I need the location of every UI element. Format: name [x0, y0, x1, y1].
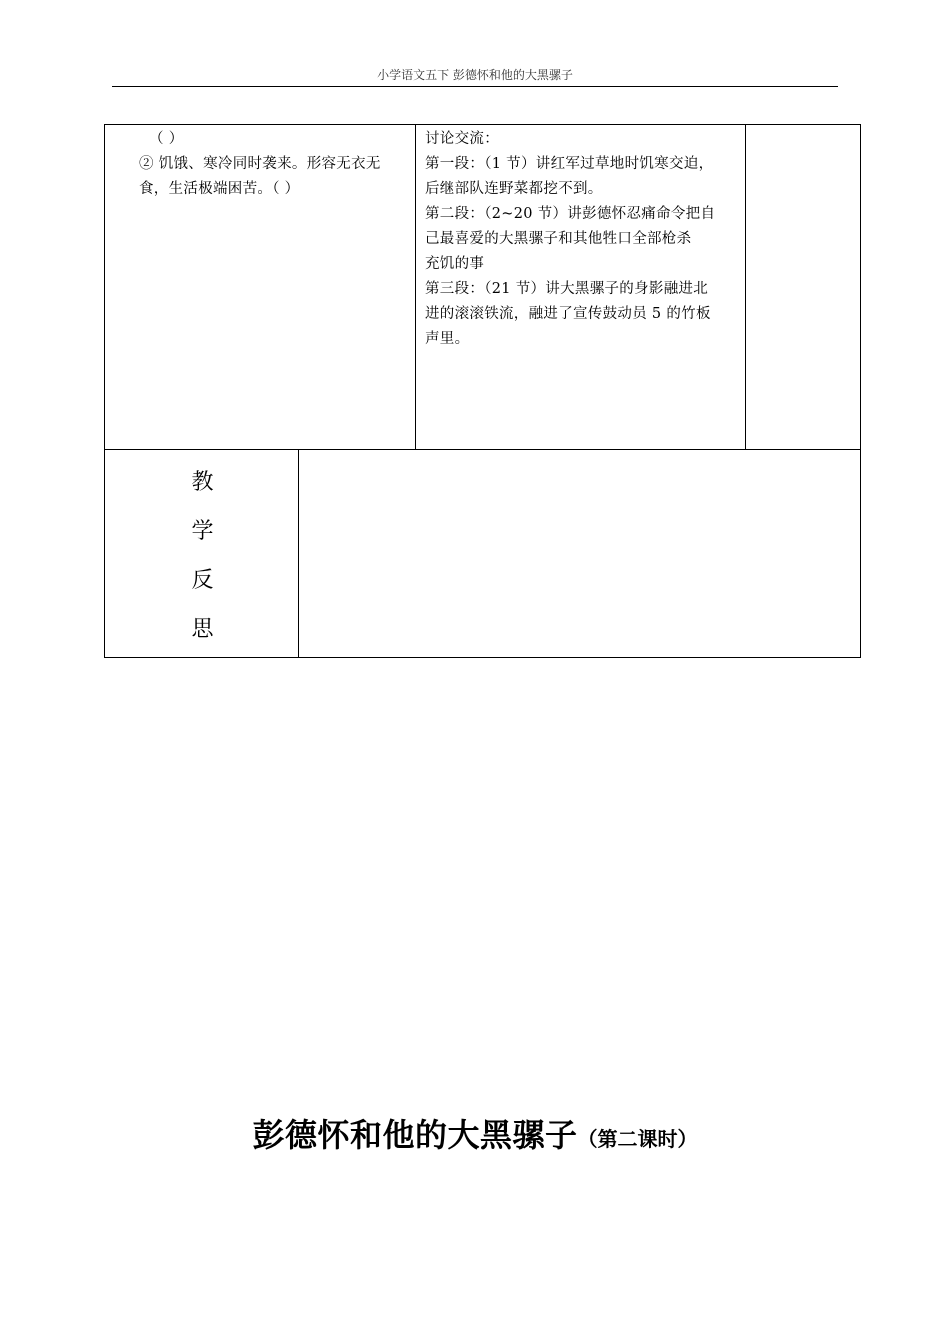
discussion-line: 第一段：（1 节）讲红军过草地时饥寒交迫，	[425, 156, 714, 172]
table-cell-reflection-content	[298, 449, 861, 658]
reflection-label-char: 反	[191, 568, 214, 593]
discussion-line: 进的滚滚铁流，融进了宣传鼓动员 5 的竹板	[425, 306, 711, 322]
discussion-line: 充饥的事	[425, 256, 485, 272]
exercise-item-2: ② 饥饿、寒冷同时袭来。形容无衣无	[139, 156, 381, 172]
exercise-blank-line: （ ）	[149, 131, 184, 147]
lesson-title-sub: （第二课时）	[577, 1127, 698, 1151]
reflection-label-char: 教	[191, 470, 214, 495]
table-cell-reflection-label	[104, 449, 299, 658]
table-cell-exercises	[104, 124, 416, 450]
discussion-line: 第二段：（2~20 节）讲彭德怀忍痛命令把自	[425, 206, 716, 222]
discussion-line: 己最喜爱的大黑骡子和其他牲口全部枪杀	[425, 231, 692, 247]
page-header: 小学语文五下 彭德怀和他的大黑骡子	[112, 66, 838, 87]
table-cell-notes	[745, 124, 861, 450]
reflection-label-char: 思	[191, 617, 214, 642]
lesson-title-main: 彭德怀和他的大黑骡子	[252, 1116, 578, 1154]
discussion-line: 后继部队连野菜都挖不到。	[425, 181, 603, 197]
reflection-label-char: 学	[191, 519, 214, 544]
exercise-item-2-cont: 食，生活极端困苦。（ ）	[139, 181, 300, 197]
discussion-line: 讨论交流：	[425, 131, 499, 147]
discussion-line: 声里。	[425, 331, 470, 347]
discussion-line: 第三段：（21 节）讲大黑骡子的身影融进北	[425, 281, 709, 297]
lesson-title	[0, 1110, 950, 1156]
table-cell-discussion	[415, 124, 746, 450]
